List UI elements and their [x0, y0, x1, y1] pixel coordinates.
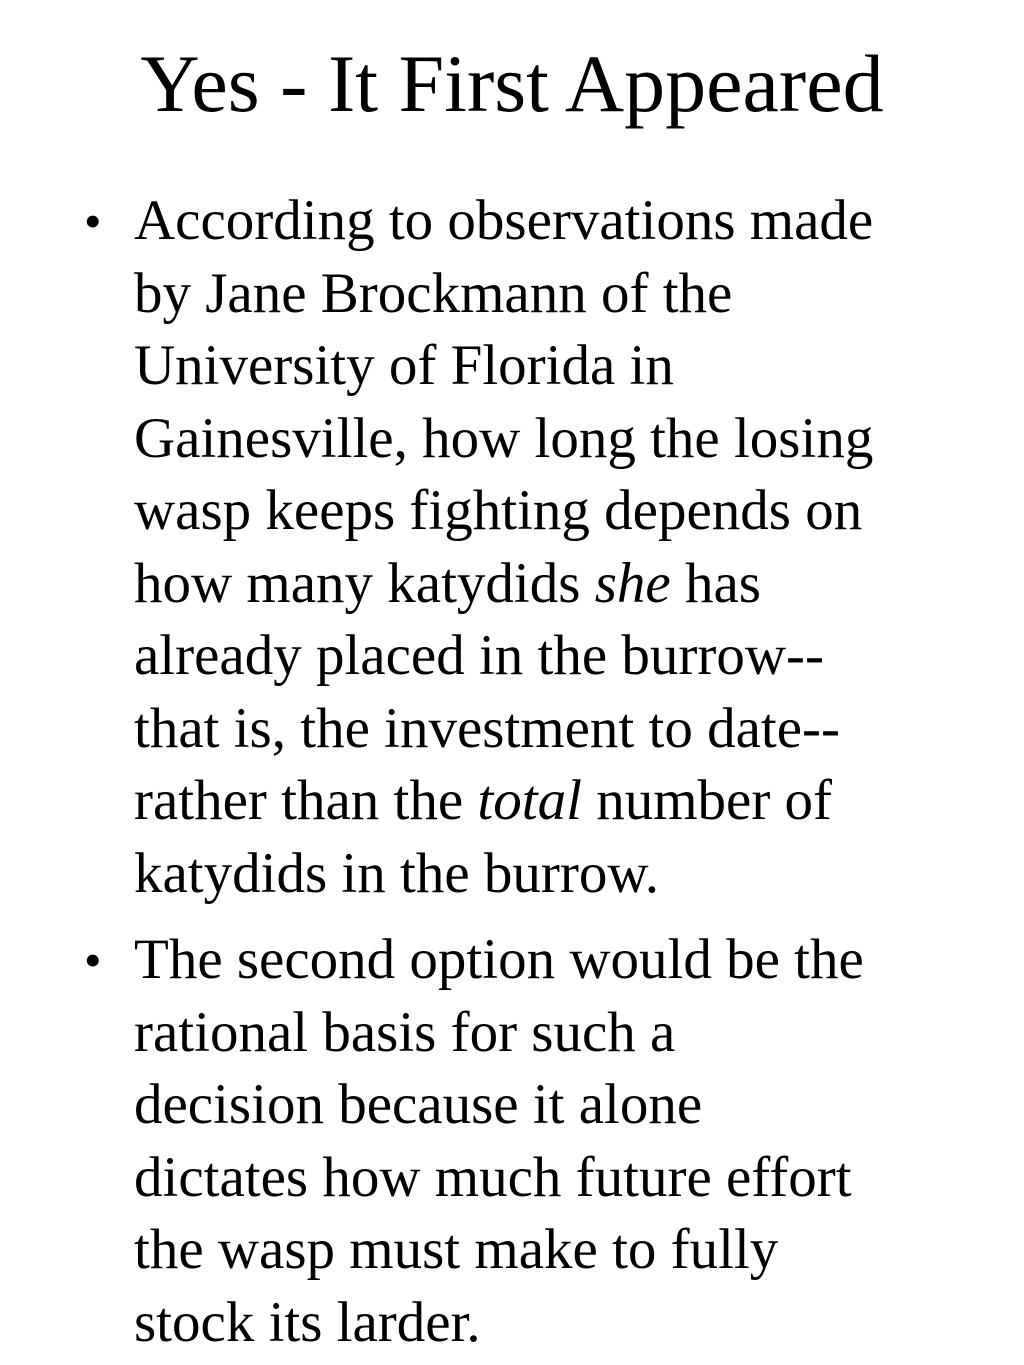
text-line: wasp keeps fighting depends on: [134, 479, 863, 542]
text-line: already placed in the burrow--: [134, 624, 825, 687]
emphasis-she: she: [594, 551, 671, 615]
bullet-item: [0, 924, 1024, 1359]
text-line: According to observations made: [134, 189, 874, 252]
text-line: stock its larder.: [134, 1290, 481, 1354]
bullet-icon: •: [84, 932, 102, 988]
text-run: number of: [581, 769, 833, 832]
text-run: rather than the: [134, 769, 478, 832]
bullet-item: [0, 185, 1024, 910]
text-line: that is, the investment to date--: [134, 696, 840, 760]
text-line: rational basis for such a: [134, 1000, 676, 1064]
text-line: [134, 765, 934, 838]
text-line: The second option would be the: [134, 928, 864, 991]
text-run: has: [670, 551, 761, 615]
bullet-icon: •: [84, 193, 102, 249]
text-run: how many katydids: [134, 551, 595, 615]
text-line: dictates how much future effort: [134, 1145, 852, 1209]
text-line: by Jane Brockmann of the: [134, 261, 733, 325]
text-line: decision because it alone: [134, 1073, 703, 1136]
text-line: University of Florida in: [134, 334, 674, 397]
slide-title: Yes - It First Appeared: [140, 38, 884, 129]
bullet-list: [0, 185, 1024, 1359]
emphasis-total: total: [477, 769, 582, 832]
text-line: katydids in the burrow.: [134, 841, 660, 905]
text-line: the wasp must make to fully: [134, 1218, 779, 1281]
text-line: Gainesville, how long the losing: [134, 406, 874, 470]
text-line: [134, 548, 934, 621]
